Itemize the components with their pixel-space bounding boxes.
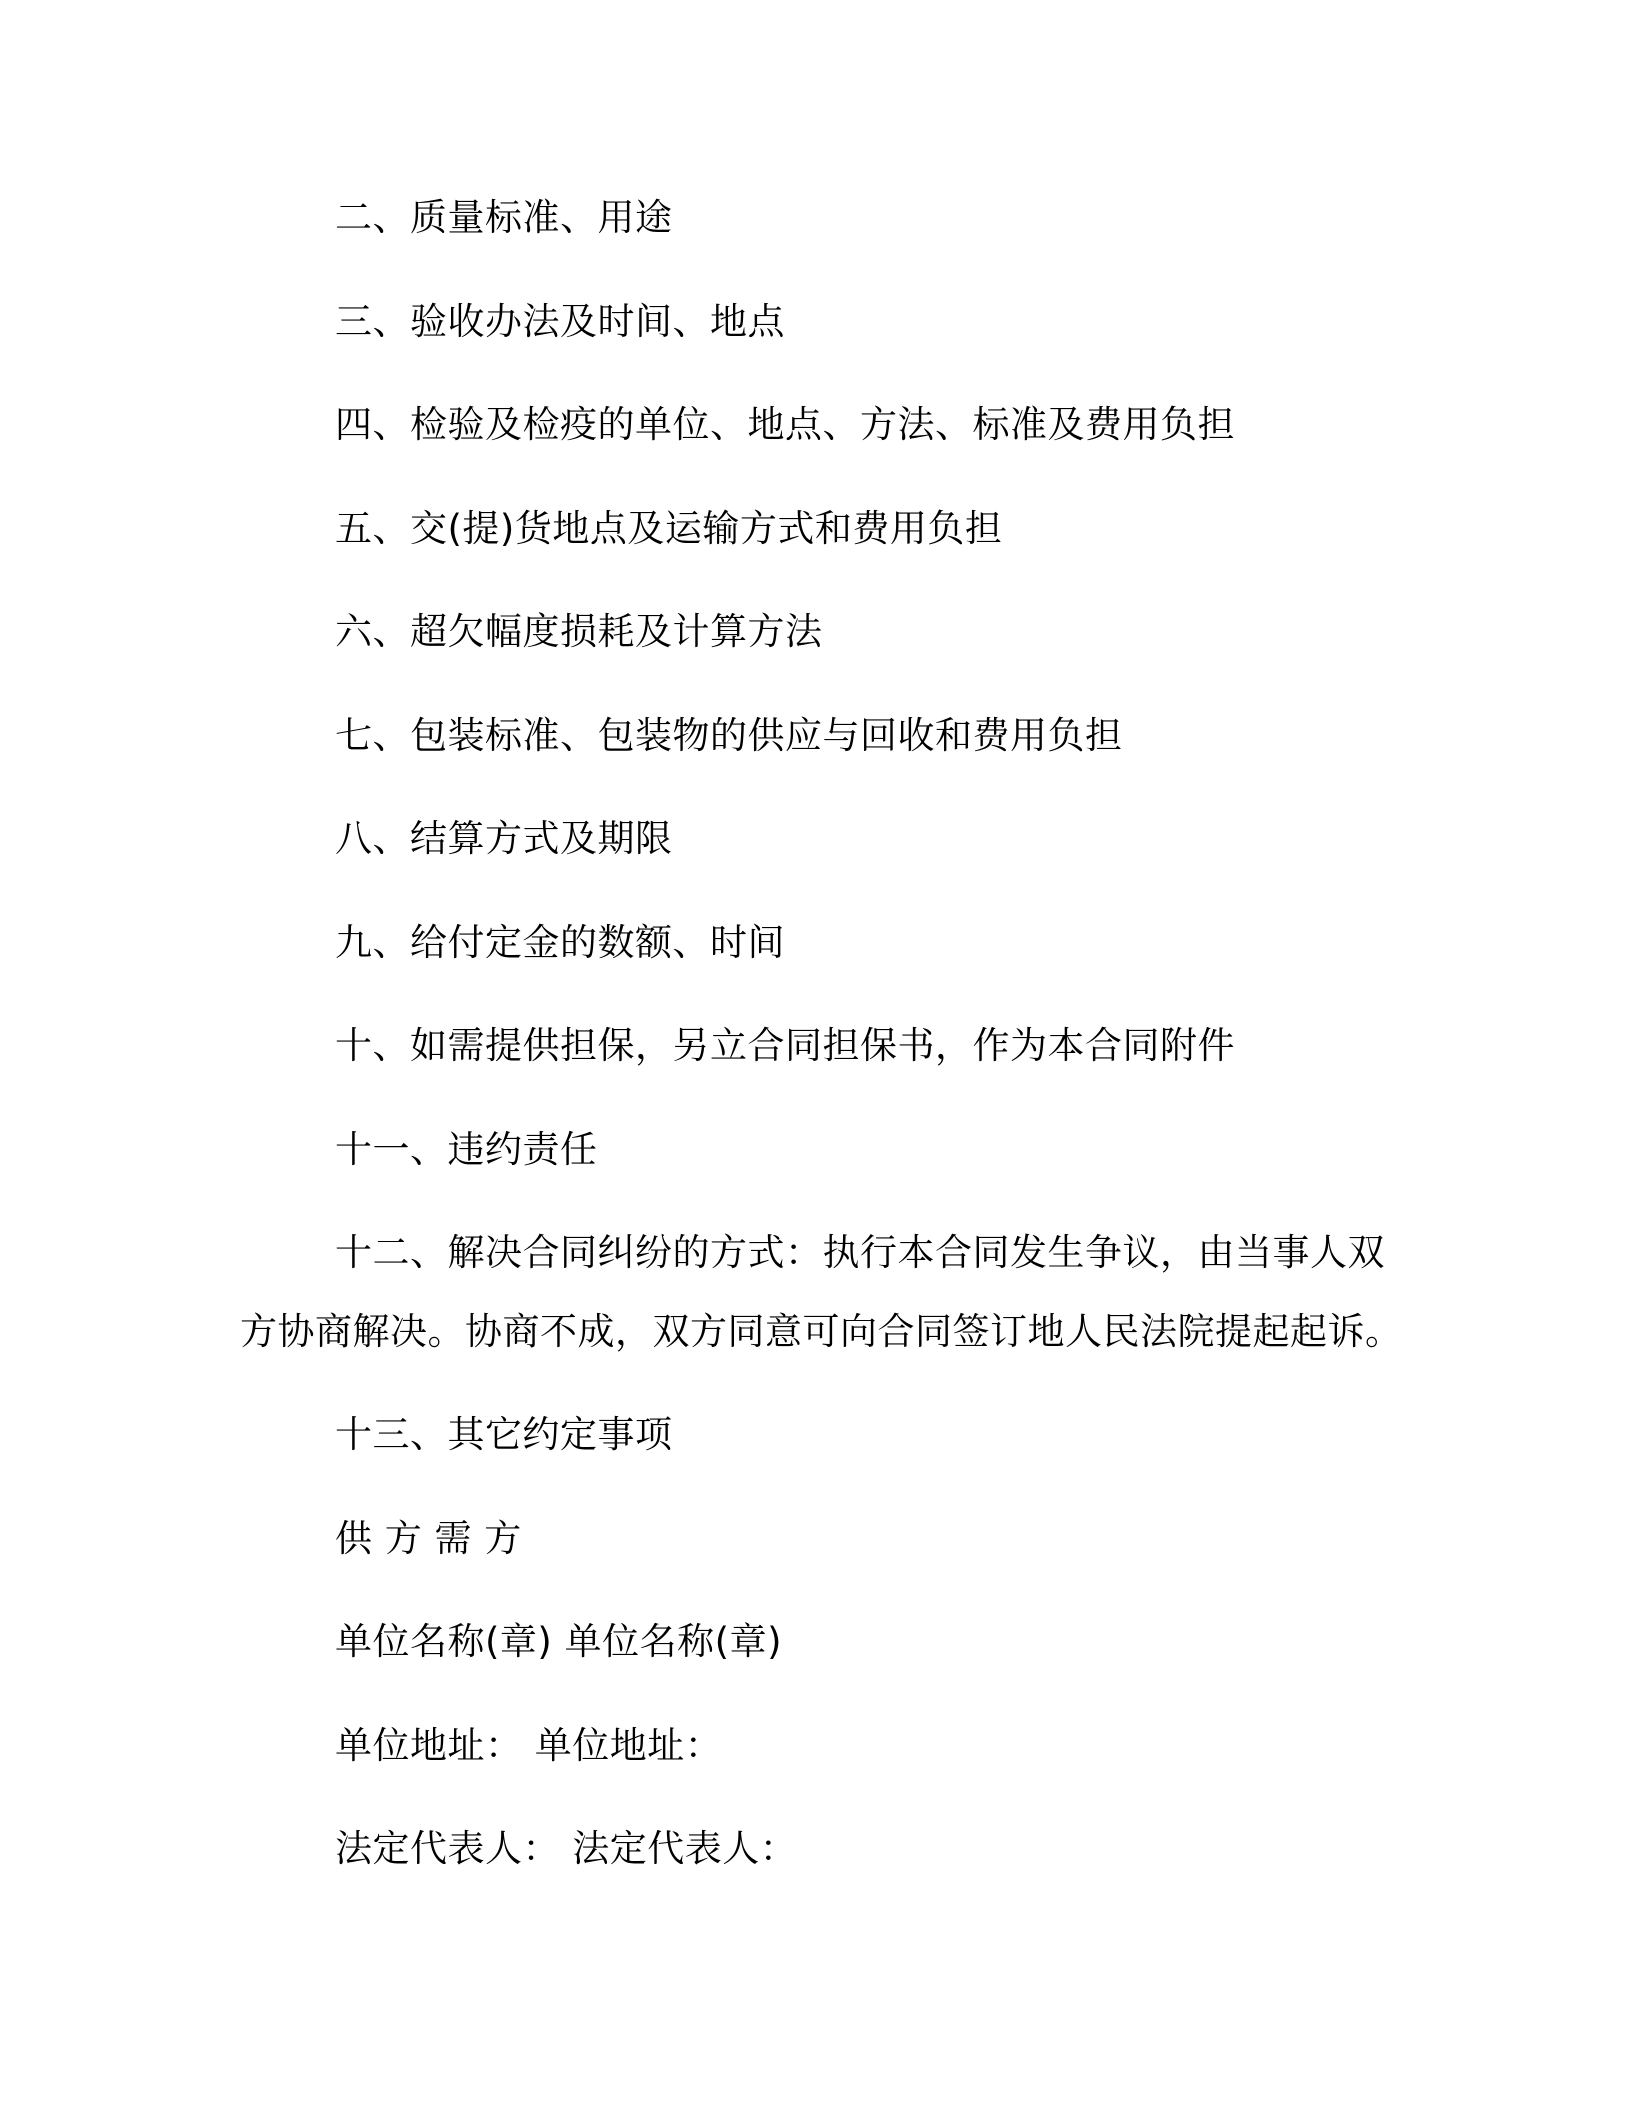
clause-4: 四、检验及检疫的单位、地点、方法、标准及费用负担: [335, 403, 1235, 446]
clause-13: 十三、其它约定事项: [335, 1413, 673, 1456]
clause-7: 七、包装标准、包装物的供应与回收和费用负担: [335, 714, 1123, 757]
signature-unit-address: 单位地址： 单位地址：: [335, 1724, 723, 1767]
clause-12-line2: 方协商解决。协商不成，双方同意可向合同签订地人民法院提起起诉。: [240, 1310, 1403, 1353]
clause-9: 九、给付定金的数额、时间: [335, 921, 785, 964]
clause-12-line1: 十二、解决合同纠纷的方式：执行本合同发生争议，由当事人双: [335, 1231, 1385, 1274]
clause-11: 十一、违约责任: [335, 1128, 598, 1171]
clause-3: 三、验收办法及时间、地点: [335, 300, 785, 343]
clause-8: 八、结算方式及期限: [335, 817, 673, 860]
signature-parties: 供 方 需 方: [335, 1517, 522, 1560]
clause-5: 五、交(提)货地点及运输方式和费用负担: [335, 507, 1003, 550]
clause-10: 十、如需提供担保，另立合同担保书，作为本合同附件: [335, 1024, 1235, 1067]
signature-legal-rep: 法定代表人： 法定代表人：: [335, 1827, 798, 1870]
clause-2: 二、质量标准、用途: [335, 196, 673, 239]
signature-unit-name: 单位名称(章) 单位名称(章): [335, 1620, 783, 1663]
clause-6: 六、超欠幅度损耗及计算方法: [335, 610, 823, 653]
